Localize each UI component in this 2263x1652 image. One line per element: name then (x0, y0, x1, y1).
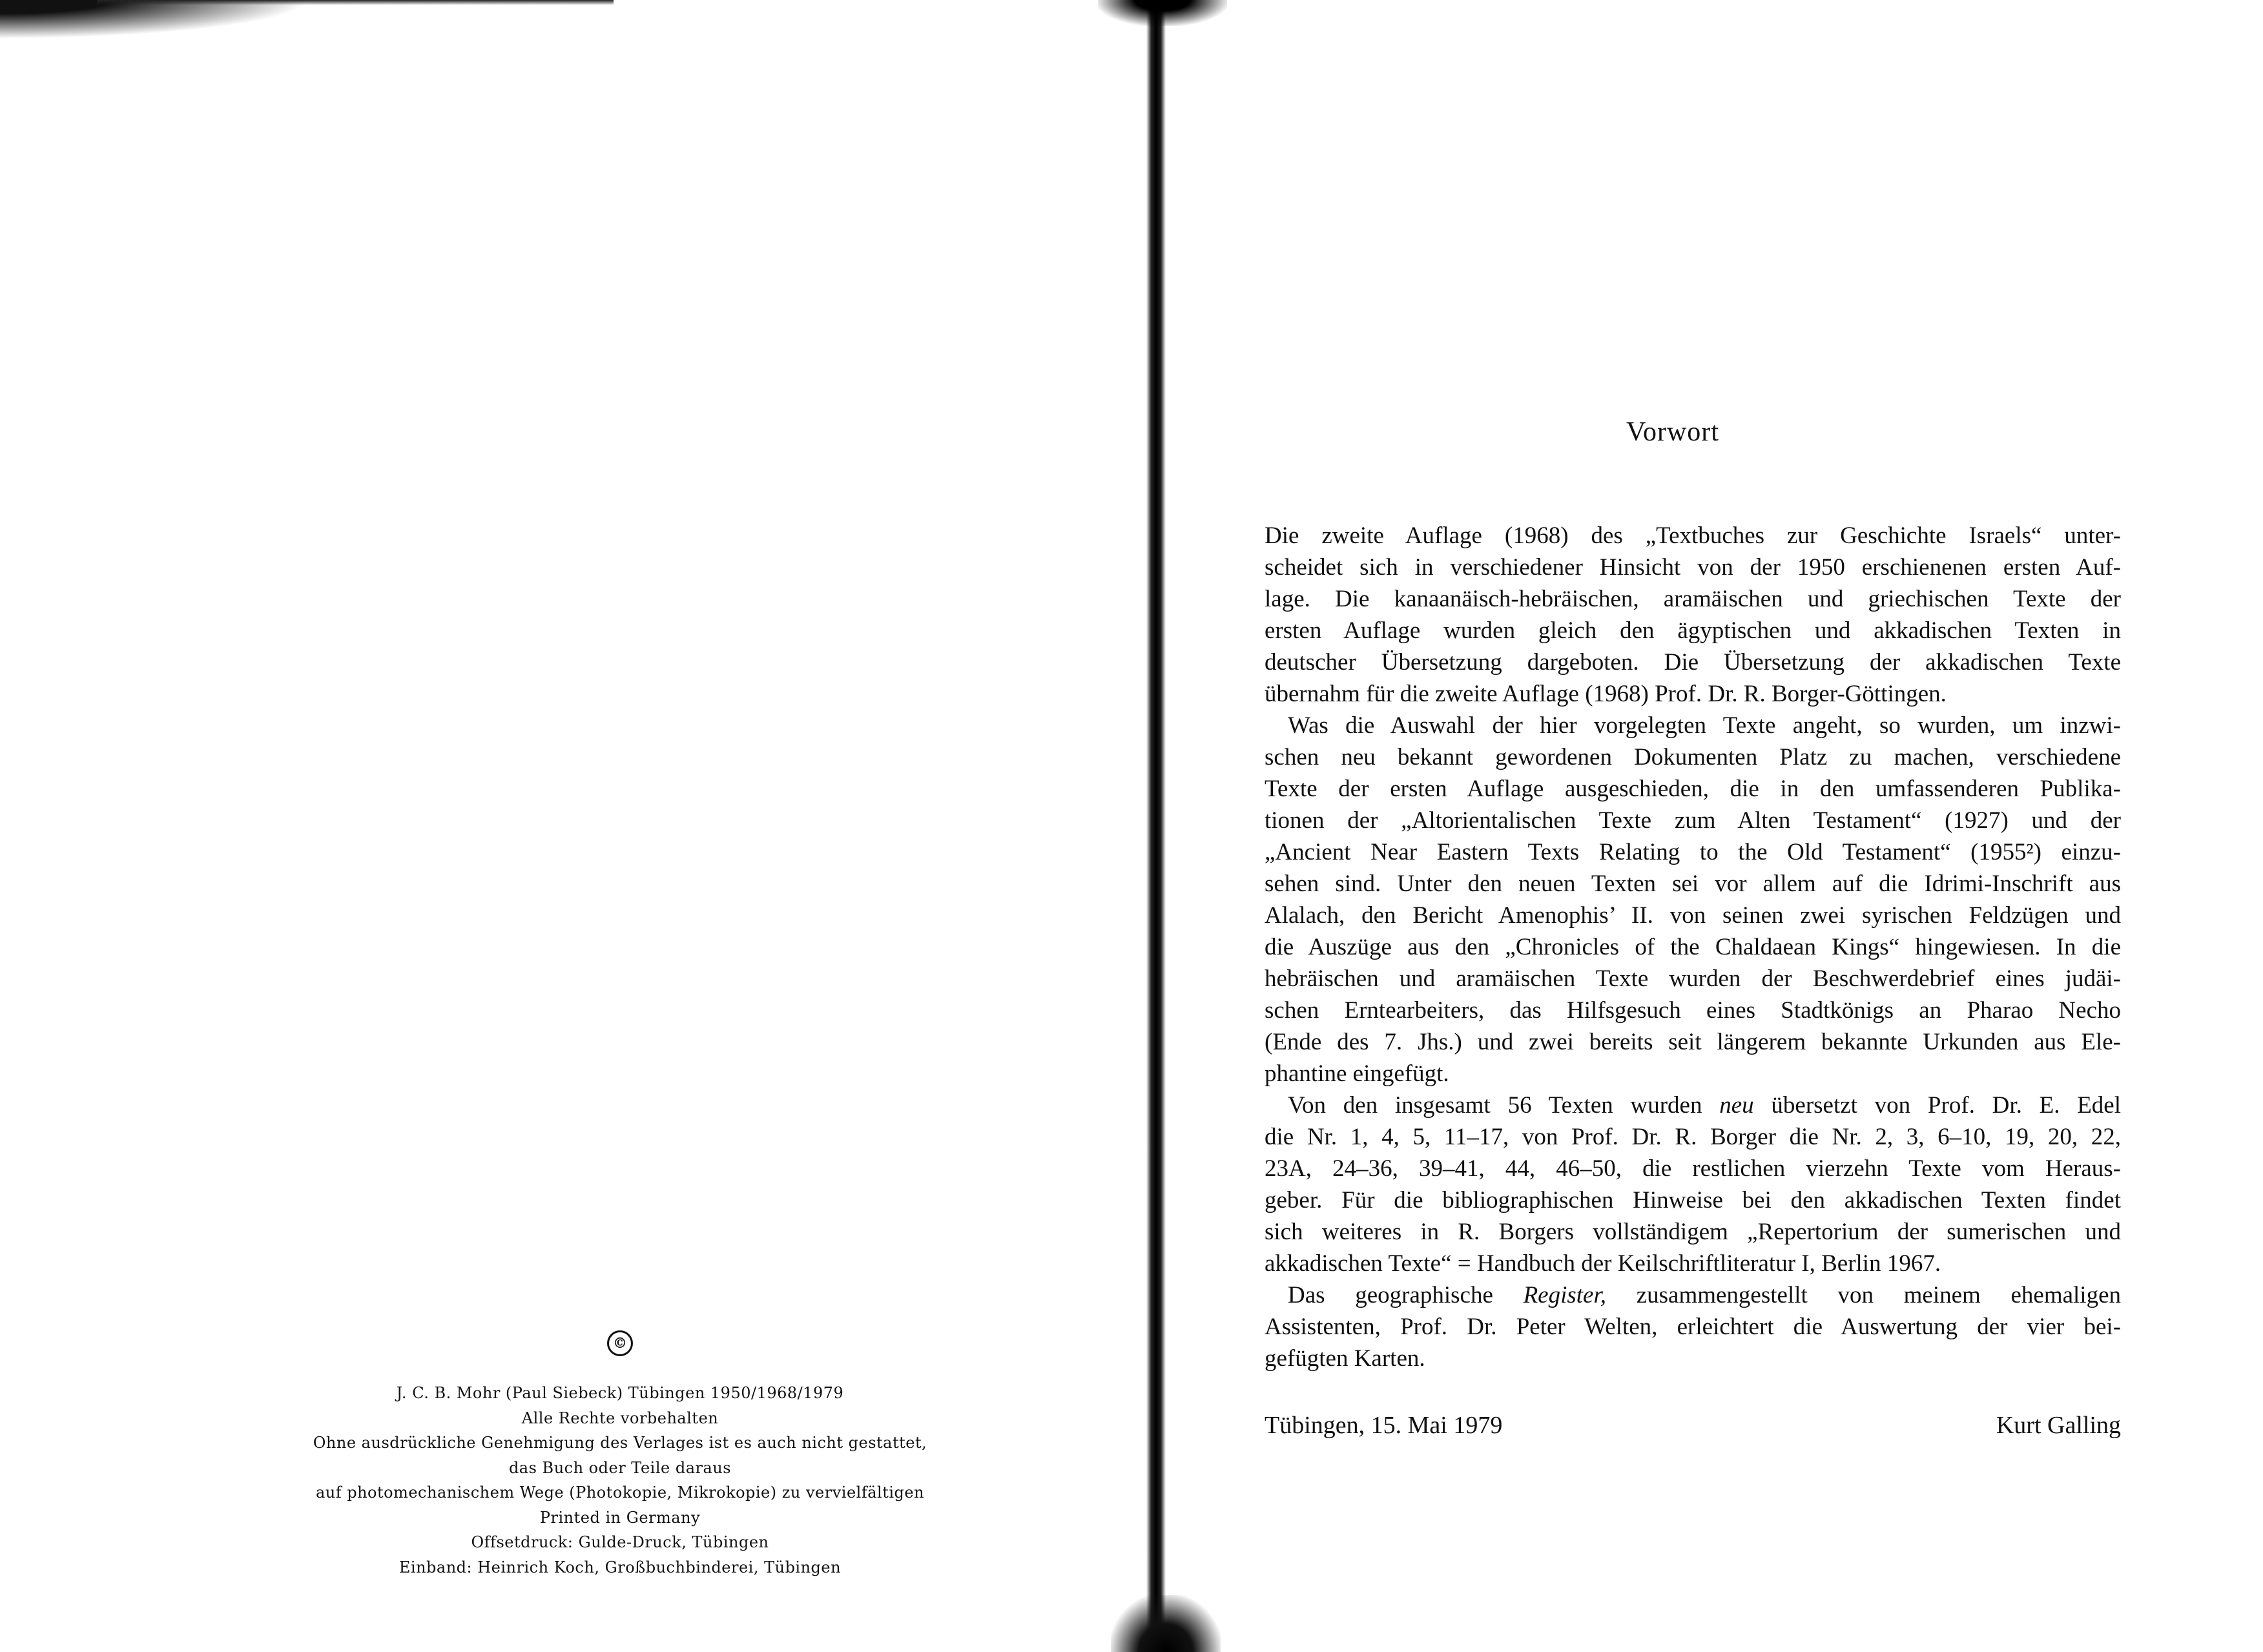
imprint-line: Offsetdruck: Gulde-Druck, Tübingen (471, 1533, 769, 1551)
imprint-line: Alle Rechte vorbehalten (521, 1409, 719, 1427)
preface-line: schen Erntearbeiters, das Hilfsgesuch eines Stadtkönigs an Pharao Necho (1265, 997, 2121, 1024)
preface-line: Assistenten, Prof. Dr. Peter Welten, erleichtert die Auswertung der vier bei- (1265, 1314, 2121, 1340)
imprint-line: Ohne ausdrückliche Genehmigung des Verlages ist es auch nicht gestattet, (313, 1434, 927, 1452)
preface-line: schen neu bekannt gewordenen Dokumenten Platz zu machen, verschiedene (1265, 744, 2121, 770)
imprint-line: Printed in Germany (539, 1508, 701, 1527)
preface-line: übernahm für die zweite Auflage (1968) Prof. Dr. R. Borger-Göttingen. (1265, 681, 1947, 707)
preface-line: die Nr. 1, 4, 5, 11–17, von Prof. Dr. R. Borger die Nr. 2, 3, 6–10, 19, 20, 22, (1265, 1124, 2121, 1150)
scan-shadow-top (97, 0, 614, 5)
preface-paragraph (1265, 520, 2121, 710)
spine-shadow-top (1098, 0, 1227, 26)
book-spine (1146, 0, 1166, 1652)
preface-line: Was die Auswahl der hier vorgelegten Texte angeht, so wurden, um inzwi- (1288, 712, 2121, 739)
preface-body (1265, 520, 2121, 1374)
preface-line: lage. Die kanaanäisch-hebräischen, aramäischen und griechischen Texte der (1265, 586, 2121, 612)
preface-line: hebräischen und aramäischen Texte wurden der Beschwerdebrief eines judäi- (1265, 965, 2121, 992)
preface-line: Die zweite Auflage (1968) des „Textbuches zur Geschichte Israels“ unter- (1265, 522, 2121, 549)
preface-line: Texte der ersten Auflage ausgeschieden, die in den umfassenderen Publika- (1265, 776, 2121, 802)
imprint-line: Einband: Heinrich Koch, Großbuchbinderei, Tübingen (398, 1558, 842, 1576)
preface-line: (Ende des 7. Jhs.) und zwei bereits seit längerem bekannte Urkunden aus Ele- (1265, 1029, 2121, 1055)
scan-shadow-top-left (0, 0, 310, 39)
page-title: Vorwort (1626, 417, 1719, 447)
author-name: Kurt Galling (1996, 1412, 2121, 1439)
preface-line: Von den insgesamt 56 Texten wurden neu übersetzt von Prof. Dr. E. Edel (1288, 1092, 2121, 1119)
spine-shadow-bottom (1111, 1595, 1221, 1652)
preface-line: sehen sind. Unter den neuen Texten sei vor allem auf die Idrimi-Inschrift aus (1265, 871, 2121, 897)
preface-line: Das geographische Register, zusammengestellt von meinem ehemaligen (1288, 1282, 2121, 1308)
place-date: Tübingen, 15. Mai 1979 (1265, 1412, 1503, 1439)
preface-line: gefügten Karten. (1265, 1345, 1425, 1372)
preface-line: die Auszüge aus den „Chronicles of the Chaldaean Kings“ hingewiesen. In die (1265, 934, 2121, 960)
preface-line: scheidet sich in verschiedener Hinsicht von der 1950 erschienenen ersten Auf- (1265, 554, 2121, 581)
preface-line: geber. Für die bibliographischen Hinweise bei den akkadischen Texten findet (1265, 1187, 2121, 1213)
preface-line: Alalach, den Bericht Amenophis’ II. von seinen zwei syrischen Feldzügen und (1265, 902, 2121, 929)
preface-line: ersten Auflage wurden gleich den ägyptischen und akkadischen Texten in (1265, 617, 2121, 644)
imprint-line: auf photomechanischem Wege (Photokopie, Mikrokopie) zu vervielfältigen (315, 1483, 925, 1502)
preface-paragraph (1265, 1279, 2121, 1374)
preface-line: sich weiteres in R. Borgers vollständigem „Repertorium der sumerischen und (1265, 1219, 2121, 1245)
preface-paragraph (1265, 1089, 2121, 1279)
preface-line: akkadischen Texte“ = Handbuch der Keilschriftliteratur I, Berlin 1967. (1265, 1250, 1941, 1277)
copyright-icon: © (607, 1330, 633, 1356)
preface-line: deutscher Übersetzung dargeboten. Die Übersetzung der akkadischen Texte (1265, 649, 2121, 676)
preface-line: „Ancient Near Eastern Texts Relating to the Old Testament“ (1955²) einzu- (1265, 839, 2121, 865)
imprint-line: das Buch oder Teile daraus (508, 1458, 732, 1477)
preface-line: 23A, 24–36, 39–41, 44, 46–50, die restlichen vierzehn Texte vom Heraus- (1265, 1155, 2121, 1182)
preface-line: phantine eingefügt. (1265, 1060, 1449, 1087)
signoff (1265, 1411, 2121, 1440)
imprint-line: J. C. B. Mohr (Paul Siebeck) Tübingen 1950/1968/1979 (396, 1384, 844, 1402)
imprint-block (194, 1381, 1046, 1580)
preface-paragraph (1265, 710, 2121, 1089)
preface-line: tionen der „Altorientalischen Texte zum Alten Testament“ (1927) und der (1265, 807, 2121, 834)
